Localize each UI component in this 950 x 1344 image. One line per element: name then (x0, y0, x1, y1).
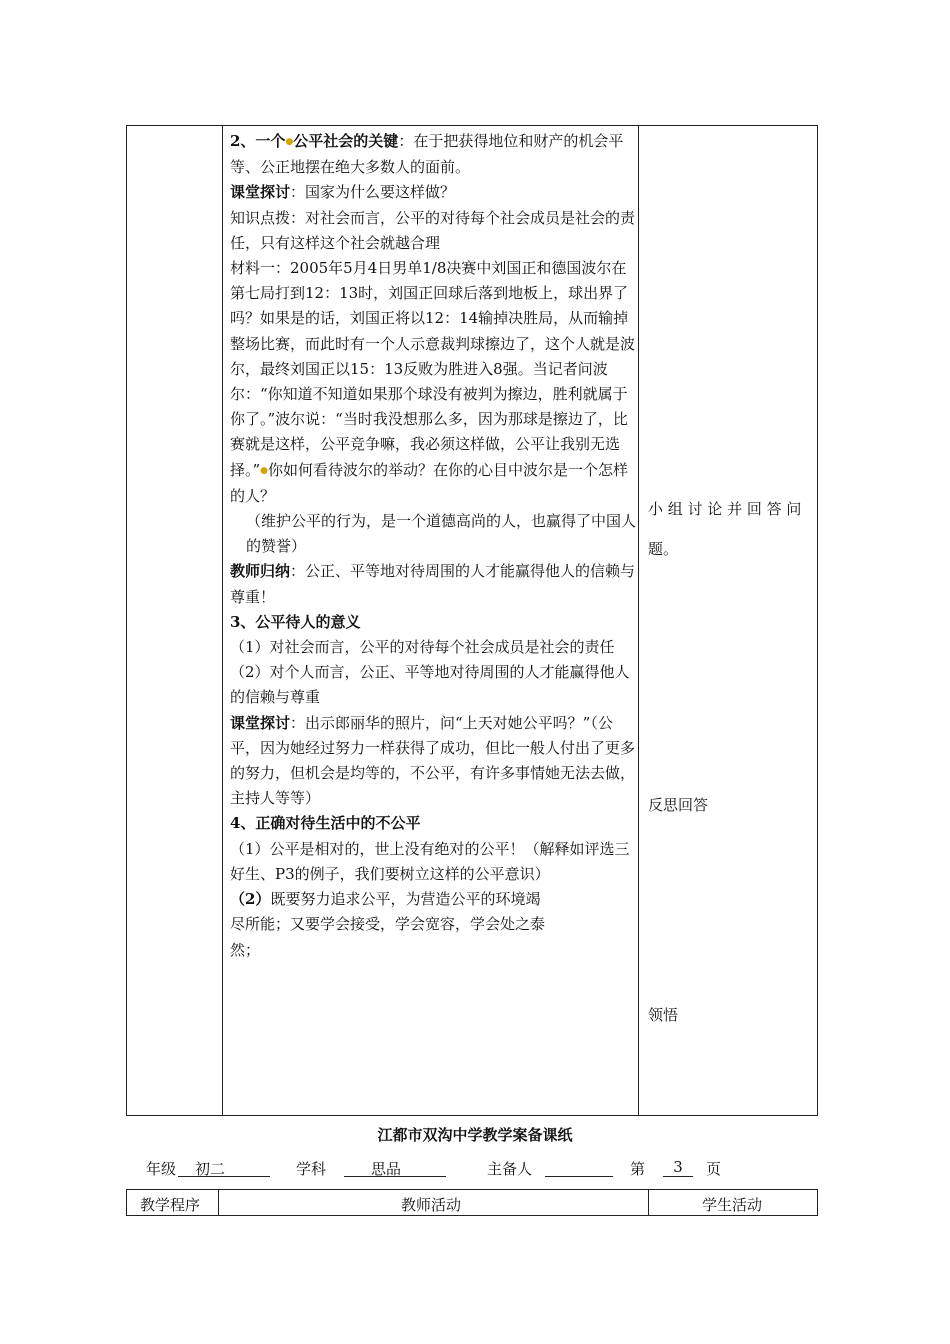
subject-value (344, 1158, 446, 1177)
point-4-2 (230, 887, 638, 912)
grade-underline (178, 1158, 270, 1177)
heading-number: 2、一个 (230, 132, 286, 150)
discussion-text: ：出示郎丽华的照片，问“上天对她公平吗？”（公平，因为她经过努力一样获得了成功，但比一般人付出了更多的努力，但机会是均等的，不公平，有许多事情她无法去做，主持人等等） (230, 713, 636, 808)
lesson-table (126, 125, 818, 1116)
header-divider-right (648, 1190, 649, 1215)
preparer-label: 主备人 (487, 1160, 533, 1178)
grade-value (178, 1158, 270, 1177)
student-activity-realize: 领悟 (648, 1006, 679, 1024)
student-activity-line: 小 组 讨 论 并 回 答 问 (648, 500, 802, 518)
answer-one: （维护公平的行为，是一个道德高尚的人，也赢得了中国人的赞誉） (246, 512, 637, 556)
discussion-label: 课堂探讨 (230, 713, 291, 732)
col-student-header: 学生活动 (702, 1196, 763, 1214)
discussion-label: 课堂探讨 (230, 183, 291, 202)
heading-text: 公平社会的关键 (293, 132, 399, 150)
dot-mark: ● (260, 465, 269, 476)
point-label: （2） (230, 890, 271, 909)
material-one-text: 材料一：2005年5月4日男单1/8决赛中刘国正和德国波尔在第七局打到12：13时，刘国正回球后落到地板上，球出界了吗？如果是的话，刘国正将以12：14输掉决胜局，从而输掉整场比赛，而此时有一个人示意裁判球擦边了，这个人就是波尔，最终刘国正以15：13反败为胜进入8强。当记者问波尔：“你知道不知道如果那个球没有被判为擦边，胜利就属于你了。”波尔说：“当时我没想那么多，因为那球是擦边了，比赛就是这样，公平竞争嘛，我必须这样做，公平让我别无选择。” (230, 259, 636, 479)
teacher-summary (230, 559, 638, 609)
class-discussion-1 (230, 180, 638, 205)
page-underline (663, 1158, 693, 1177)
header-divider-left (218, 1190, 219, 1215)
grade-text: 初二 (195, 1160, 226, 1178)
material-one (230, 256, 638, 509)
page-number (663, 1158, 693, 1177)
point-4-2-line2: 尽所能；又要学会接受，学会宽容，学会处之泰 (230, 915, 546, 934)
subject-text: 思品 (371, 1160, 402, 1178)
heading-fair-society-key (230, 129, 638, 180)
summary-text: ：公正、平等地对待周围的人才能赢得他人的信赖与尊重！ (230, 562, 636, 606)
material-one-question: 你如何看待波尔的举动？在你的心目中波尔是一个怎样的人？ (230, 460, 629, 505)
student-activity-line: 题。 (648, 540, 679, 558)
page-label-suffix: 页 (706, 1160, 722, 1178)
student-activity-reflect: 反思回答 (648, 796, 709, 814)
heading-rest: ：在于把获得地位和财产的机会平等、公正地摆在绝大多数人的面前。 (230, 132, 624, 177)
page-label-prefix: 第 (630, 1160, 646, 1178)
heading-unfairness: 4、正确对待生活中的不公平 (230, 814, 421, 833)
column-divider-right (638, 126, 639, 1115)
dot-mark: ● (285, 137, 294, 147)
col-program-header: 教学程序 (140, 1196, 201, 1214)
subject-underline (344, 1158, 446, 1177)
teacher-activity-column (230, 129, 638, 963)
preparer-underline (545, 1158, 613, 1177)
document-title: 江都市双沟中学教学案备课纸 (377, 1126, 573, 1144)
summary-label: 教师归纳 (230, 562, 291, 581)
point-text: 既要努力追求公平，为营造公平的环境竭 (270, 890, 541, 909)
preparer-value (545, 1158, 613, 1177)
heading-fair-treatment-meaning: 3、公平待人的意义 (230, 612, 361, 631)
page-number-text: 3 (673, 1158, 683, 1176)
point-4-2-line3: 然； (230, 940, 261, 959)
point-3-1: （1）对社会而言，公平的对待每个社会成员是社会的责任 (230, 638, 615, 657)
point-4-1: （1）公平是相对的，世上没有绝对的公平！（解释如评选三好生、P3的例子，我们要树立这样的公平意识） (230, 839, 630, 883)
subject-label: 学科 (296, 1160, 327, 1178)
point-3-2: （2）对个人而言，公正、平等地对待周围的人才能赢得他人的信赖与尊重 (230, 663, 630, 707)
grade-label: 年级 (146, 1160, 177, 1178)
class-discussion-2 (230, 711, 638, 812)
col-teacher-header: 教师活动 (401, 1196, 462, 1214)
column-divider-left (222, 126, 223, 1115)
next-table-header (126, 1189, 818, 1216)
student-activity-group-discuss (648, 489, 801, 569)
knowledge-tip: 知识点拨：对社会而言，公平的对待每个社会成员是社会的责任，只有这样这个社会就越合理 (230, 208, 636, 252)
discussion-text: ：国家为什么要这样做？ (290, 183, 456, 202)
